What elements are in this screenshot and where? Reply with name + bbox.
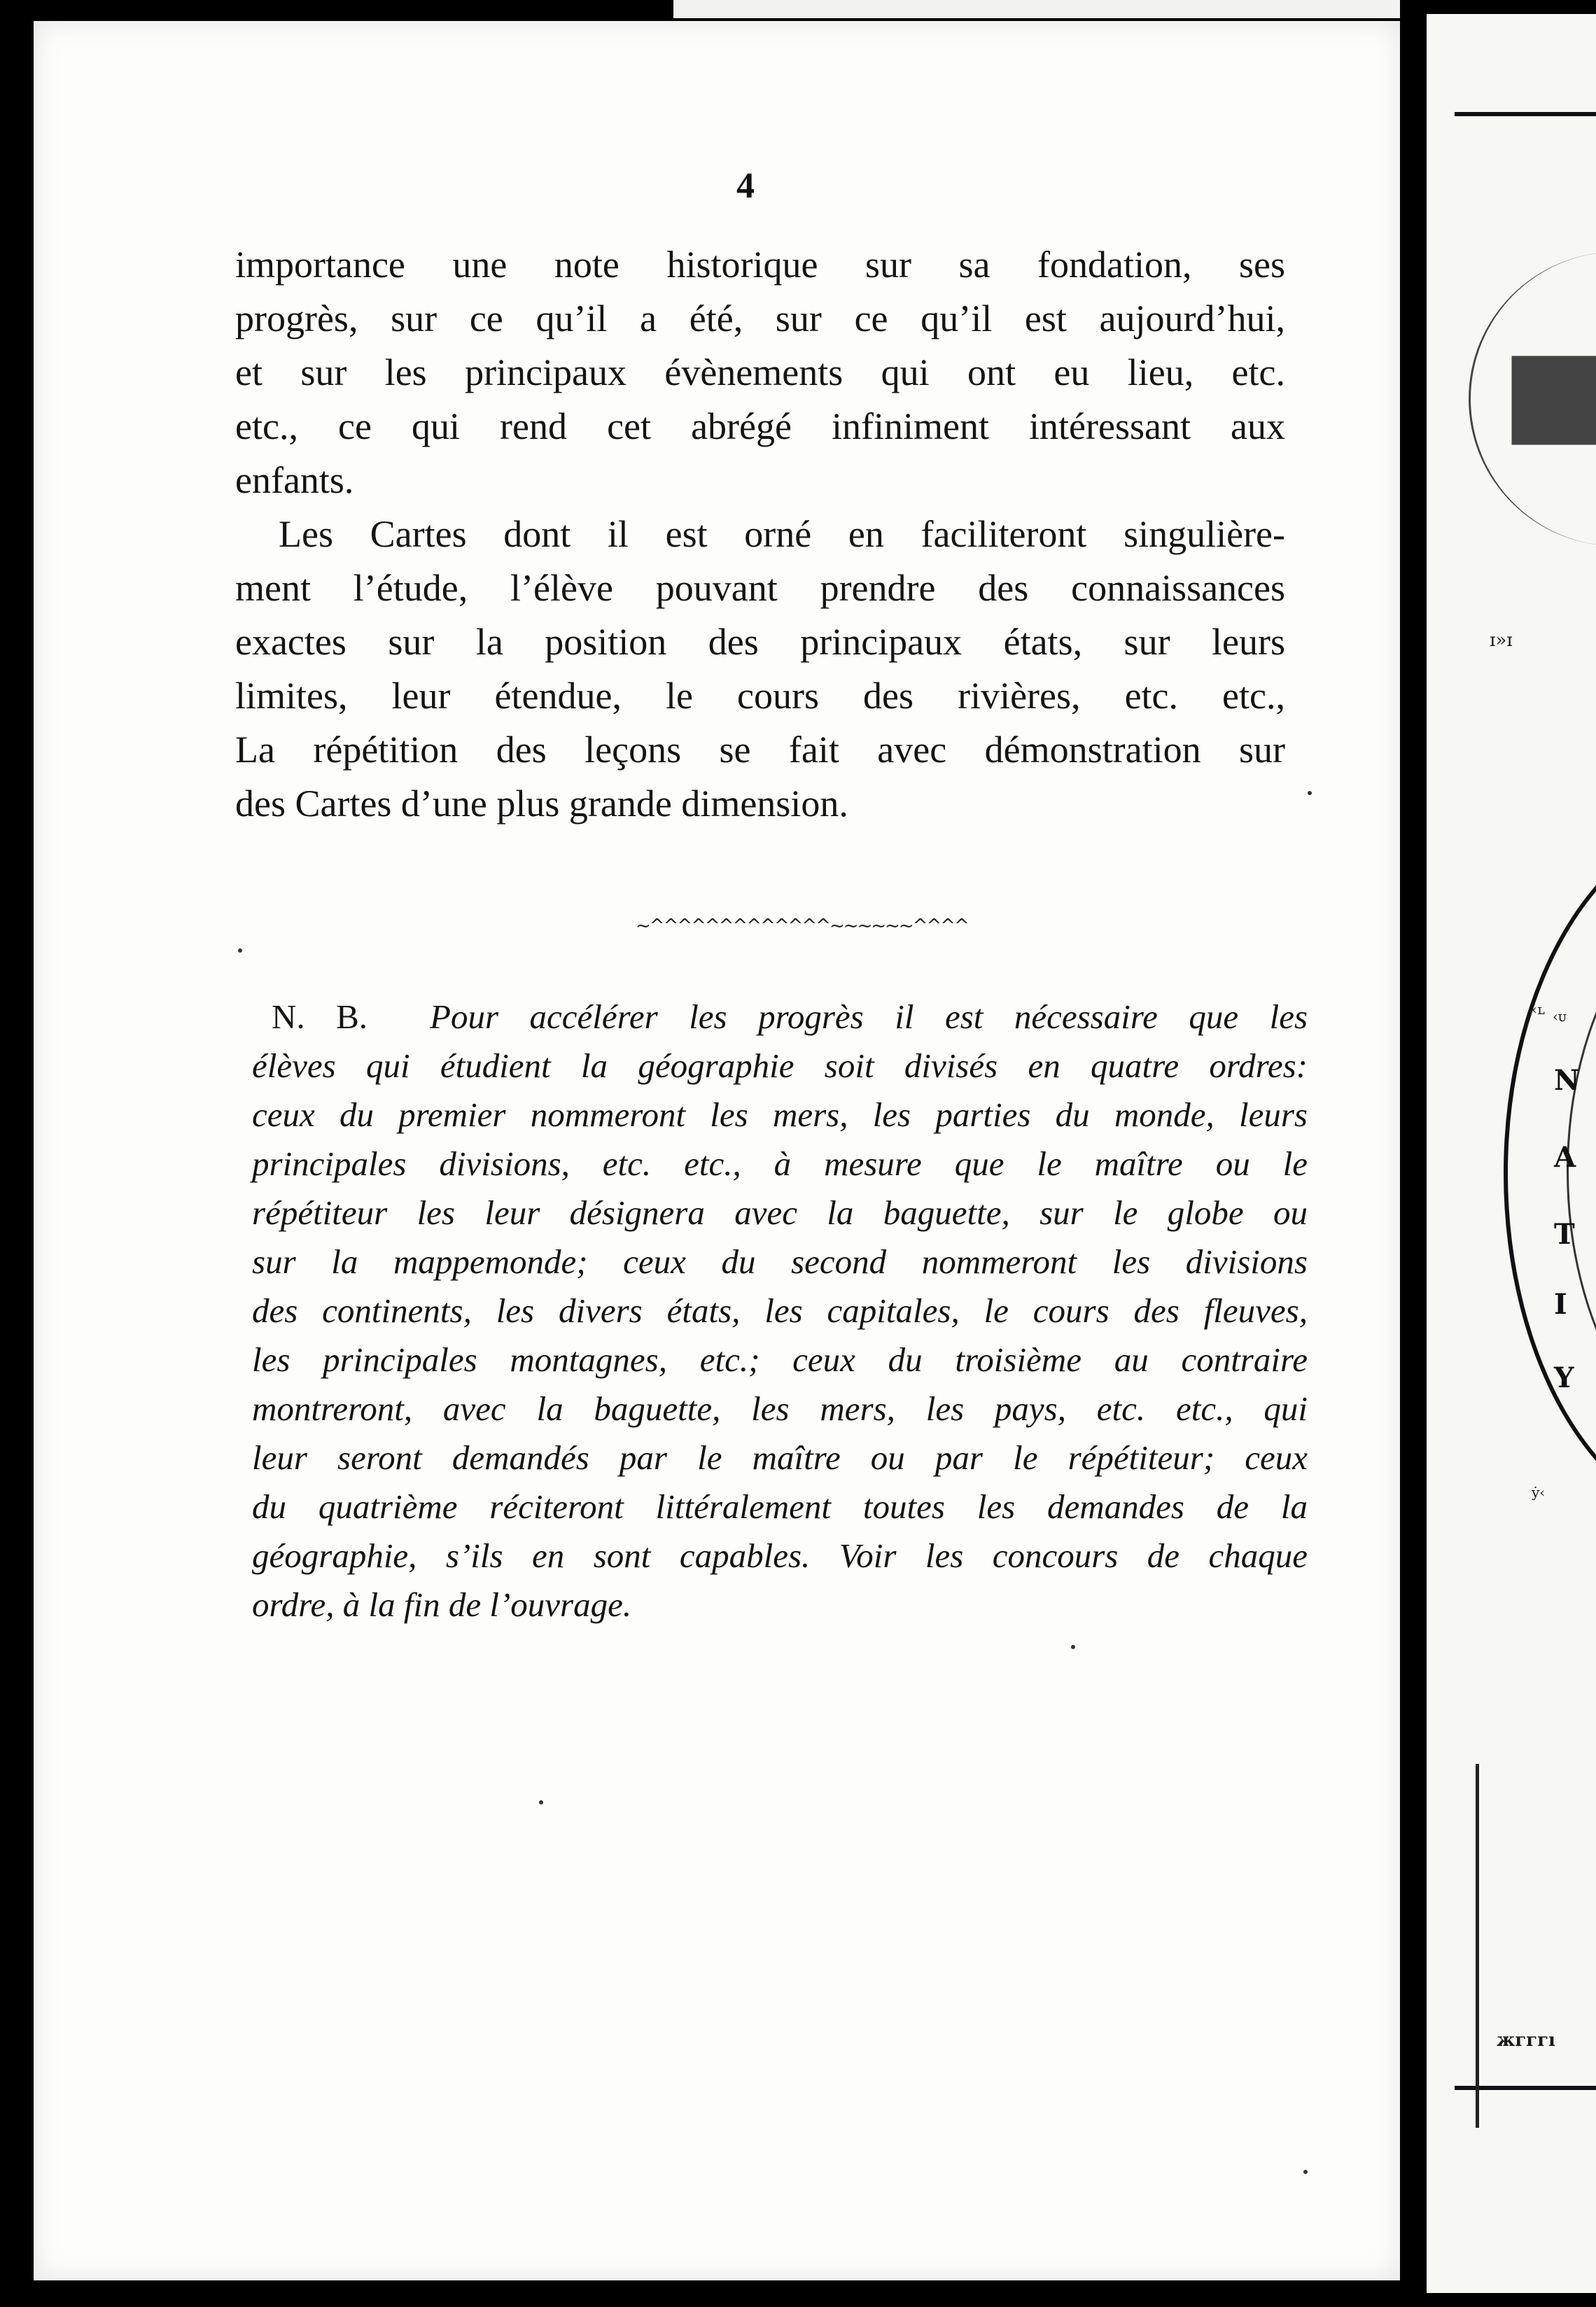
map-fragment: ‹ʟ — [1532, 1001, 1545, 1018]
nb-line: ceux du premier nommeront les mers, les parties du monde, leurs — [252, 1095, 1308, 1134]
text-line: progrès, sur ce qu’il a été, sur ce qu’il est aujourd’hui, — [235, 297, 1285, 339]
nb-line: les principales montagnes, etc.; ceux du troisième au contraire — [252, 1340, 1308, 1379]
text-line: etc., ce qui rend cet abrégé infiniment intéressant aux — [235, 405, 1285, 447]
paragraph-1 — [235, 238, 1285, 507]
text-line: exactes sur la position des principaux états, sur leurs — [235, 621, 1285, 663]
text-line: des Cartes d’une plus grande dimension. — [235, 783, 848, 825]
nb-line: principales divisions, etc. etc., à mesure que le maître ou le — [252, 1144, 1308, 1183]
map-letter: Y — [1554, 1361, 1574, 1394]
nb-line: répétiteur les leur désignera avec la baguette, sur le globe ou — [252, 1193, 1308, 1232]
print-speck — [539, 1800, 543, 1804]
map-fragment: жгггı — [1497, 2030, 1555, 2051]
print-speck — [238, 948, 242, 953]
text-line: et sur les principaux évènements qui ont eu lieu, etc. — [235, 351, 1285, 393]
map-frame-line — [1476, 1764, 1479, 2128]
nb-line: montreront, avec la baguette, les mers, les pays, etc. etc., qui — [252, 1389, 1308, 1428]
nb-line — [252, 993, 1308, 1042]
nb-line: du quatrième réciteront littéralement toutes les demandes de la — [252, 1487, 1308, 1526]
nb-line: leur seront demandés par le maître ou par le répétiteur; ceux — [252, 1438, 1308, 1477]
text-line: enfants. — [235, 459, 354, 501]
page-edge — [673, 0, 1401, 18]
map-letter: I — [1554, 1288, 1567, 1321]
nb-line: des continents, les divers états, les capitales, le cours des fleuves, — [252, 1291, 1308, 1330]
section-ornament: ~^^^^^^^^^^^^^~~~~~~^^^^ — [636, 916, 968, 937]
map-fragment: ɪ»ɪ — [1490, 630, 1513, 651]
body-text — [235, 238, 1285, 831]
nb-line: ordre, à la fin de l’ouvrage. — [252, 1585, 632, 1624]
nb-line: élèves qui étudient la géographie soit divisés en quatre ordres: — [252, 1046, 1308, 1085]
print-speck — [1071, 1645, 1075, 1649]
map-fragment: ‹ᴜ — [1553, 1008, 1567, 1025]
map-letter: T — [1554, 1218, 1575, 1251]
text-line: limites, leur étendue, le cours des rivières, etc. etc., — [235, 675, 1285, 717]
text-line: La répétition des leçons se fait avec démonstration sur — [235, 729, 1285, 771]
adjacent-map-page — [1427, 14, 1596, 2293]
text-line: ment l’étude, l’élève pouvant prendre des connaissances — [235, 567, 1285, 609]
paragraph-2 — [235, 507, 1285, 831]
map-fragment: ẏ‹ — [1532, 1484, 1546, 1501]
map-globe-arc — [1469, 252, 1596, 546]
text-line: importance une note historique sur sa fondation, ses — [235, 244, 1285, 286]
map-letter: A — [1554, 1141, 1576, 1174]
nb-line: sur la mappemonde; ceux du second nommeront les divisions — [252, 1242, 1308, 1281]
book-gutter — [1400, 0, 1427, 2307]
print-speck — [1303, 2170, 1308, 2174]
nb-line-text: Pour accélérer les progrès il est nécessaire que les — [430, 997, 1308, 1036]
map-frame-rule — [1455, 112, 1596, 116]
nb-label: N. B. — [272, 997, 368, 1036]
nb-line: géographie, s’ils en sont capables. Voir les concours de chaque — [252, 1536, 1308, 1575]
page-number: 4 — [736, 166, 755, 206]
nota-bene — [252, 993, 1308, 1629]
print-speck — [1308, 791, 1312, 795]
map-letter: N — [1554, 1064, 1580, 1097]
text-line: Les Cartes dont il est orné en faciliteront singulière- — [279, 513, 1285, 555]
